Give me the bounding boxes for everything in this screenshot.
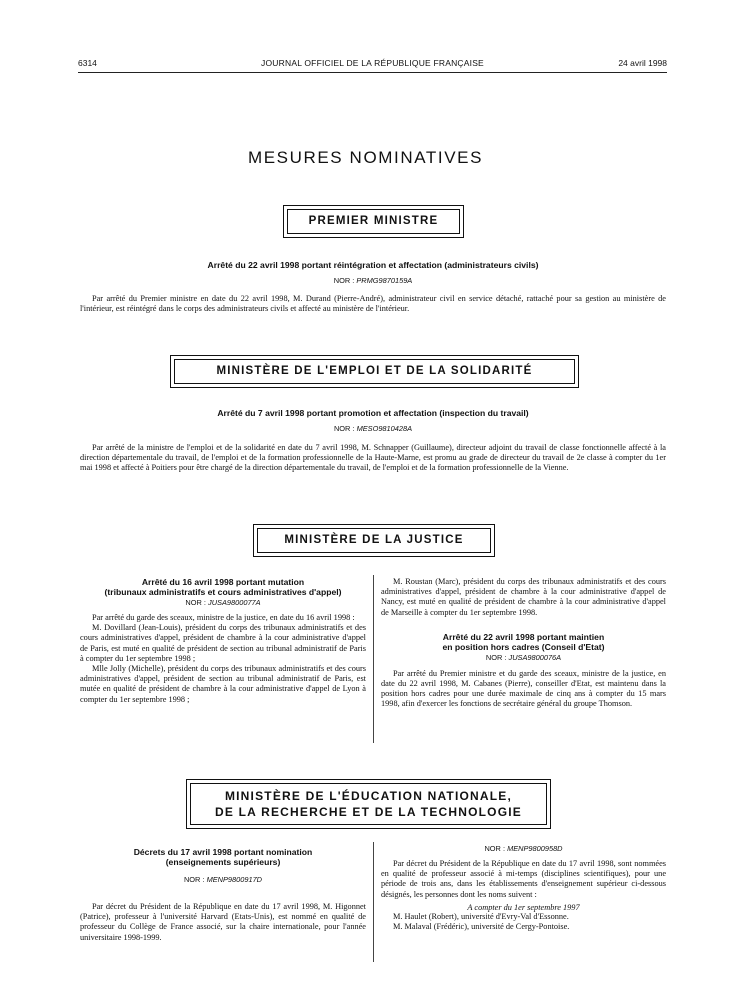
nor-code: PRMG9870159A (356, 276, 413, 285)
journal-title: JOURNAL OFFICIEL DE LA RÉPUBLIQUE FRANÇAISE (261, 58, 484, 68)
decree-title-subtitle: en position hors cadres (Conseil d'Etat) (442, 641, 605, 652)
column-divider (373, 575, 374, 743)
decree-title-subtitle: (enseignements supérieurs) (165, 857, 281, 867)
nor-code: MENP9800958D (507, 844, 563, 853)
nor-label: NOR : (485, 652, 507, 662)
education-left-column (80, 847, 366, 943)
ministry-heading-line: DE LA RECHERCHE ET DE LA TECHNOLOGIE (215, 805, 522, 819)
justice-right-column (381, 577, 666, 710)
nor-code: MESO9810428A (356, 424, 413, 433)
column-divider (373, 842, 374, 962)
decree-paragraph: Mlle Jolly (Michelle), président du corps des tribunaux administratifs et des cours administratives d'appel, président de section au tribunal administratif de Paris, est mutée en qualité de président de chambre à la cour administrative d'appel de Lyon à compter du 1er septembre 1998 ; (80, 664, 366, 704)
justice-left-column (80, 577, 366, 705)
nor-reference (80, 424, 666, 433)
ministry-heading: MINISTÈRE DE LA JUSTICE (257, 528, 491, 553)
education-right-column (381, 844, 666, 932)
appointee-item: M. Malaval (Frédéric), université de Cergy-Pontoise. (393, 922, 570, 932)
ministry-heading (190, 783, 547, 825)
ministry-heading: PREMIER MINISTRE (287, 209, 460, 234)
decree-text: Par arrêté du Premier ministre en date du 22 avril 1998, M. Durand (Pierre-André), administrateur civil en service détaché, rattaché pour sa gestion au ministère de l'intérieur, est réintégré dans le corps des administrateurs civils et affecté au ministère de l'intérieur. (80, 294, 666, 314)
nor-label: NOR : (484, 844, 505, 853)
appointee-item: M. Haulet (Robert), université d'Evry-Val d'Essonne. (393, 911, 569, 921)
ministry-box-premier-ministre (283, 205, 464, 238)
decree-title: Arrêté du 22 avril 1998 portant maintien (442, 631, 605, 642)
page-title: MESURES NOMINATIVES (247, 148, 484, 167)
ministry-box-justice (253, 524, 495, 557)
decree-paragraph: Par décret du Président de la République en date du 17 avril 1998, sont nommées en qualité de professeur associé à mi-temps (disciplines scientifiques), pour une période de trois ans, dans les établissements d'enseignement supérieur ci-dessous désignés, les personnes dont les noms suivent : (381, 859, 666, 899)
date-subheading: A compter du 1er septembre 1997 (467, 902, 580, 912)
nor-label: NOR : (333, 424, 355, 433)
decree-title-subtitle: (tribunaux administratifs et cours administratives d'appel) (104, 587, 342, 597)
nor-label: NOR : (183, 875, 205, 884)
decree-paragraph: Par arrêté du Premier ministre et du garde des sceaux, ministre de la justice, en date du 22 avril 1998, M. Cabanes (Pierre), conseiller d'Etat, est maintenu dans la position hors cadres pour une durée maximale de cinq ans à compter du 15 mars 1998, afin d'exercer les fonctions de secrétaire général du groupe Thomson. (381, 668, 666, 709)
nor-label: NOR : (185, 598, 206, 607)
nor-label: NOR : (333, 276, 355, 285)
nor-code: JUSA9800077A (208, 598, 261, 607)
decree-title: Arrêté du 7 avril 1998 portant promotion et affectation (inspection du travail) (217, 408, 529, 418)
nor-reference (80, 598, 366, 607)
decree-title: Arrêté du 16 avril 1998 portant mutation (141, 577, 305, 587)
decree-paragraph: Par arrêté du garde des sceaux, ministre de la justice, en date du 16 avril 1998 : (92, 613, 355, 622)
ministry-box-emploi (170, 355, 579, 388)
decree-title: Arrêté du 22 avril 1998 portant réintégration et affectation (administrateurs civils) (207, 260, 539, 270)
nor-code: JUSA9800076A (508, 652, 562, 662)
decree-text: Par arrêté de la ministre de l'emploi et de la solidarité en date du 7 avril 1998, M. Schnapper (Guillaume), directeur adjoint du travail de classe fonctionnelle affecté à la direction départementale du travail, de l'emploi et de la formation professionnelle de la Haute-Marne, est promu au grade de directeur du travail de 2e classe à compter du 1er mai 1998 et affecté à Poitiers pour être chargé de la direction départementale du travail, de l'emploi et de la formation professionnelle de la Vienne. (80, 443, 666, 473)
running-header (78, 56, 667, 73)
decree-paragraph: M. Roustan (Marc), président du corps des tribunaux administratifs et des cours administratives d'appel, président de chambre à la cour administrative d'appel de Nancy, est muté en qualité de président de chambre à la cour administrative d'appel de Marseille à compter du 1er septembre 1998. (381, 577, 666, 617)
decree-paragraph: M. Dovillard (Jean-Louis), président du corps des tribunaux administratifs et des cours administratives d'appel, président de chambre à la cour administrative d'appel de Paris, est muté en qualité de président de section au tribunal administratif de Paris à compter du 1er septembre 1998 ; (80, 623, 366, 663)
ministry-heading-line: MINISTÈRE DE L'ÉDUCATION NATIONALE, (224, 789, 513, 803)
ministry-heading: MINISTÈRE DE L'EMPLOI ET DE LA SOLIDARITÉ (174, 359, 575, 384)
nor-reference (80, 875, 366, 884)
nor-reference (381, 653, 666, 662)
nor-reference (80, 276, 666, 285)
nor-code: MENP9800917D (206, 875, 263, 884)
page-number: 6314 (78, 58, 97, 68)
issue-date: 24 avril 1998 (618, 58, 667, 68)
decree-paragraph: Par décret du Président de la République en date du 17 avril 1998, M. Higonnet (Patrice), professeur à l'université Harvard (Etats-Unis), est nommé en qualité de professeur du Collège de France associé, sur la chaire internationale, pour l'année universitaire 1998-1999. (80, 902, 366, 942)
ministry-box-education (186, 779, 551, 829)
nor-reference (381, 844, 666, 853)
decree-title: Décrets du 17 avril 1998 portant nomination (133, 847, 313, 857)
